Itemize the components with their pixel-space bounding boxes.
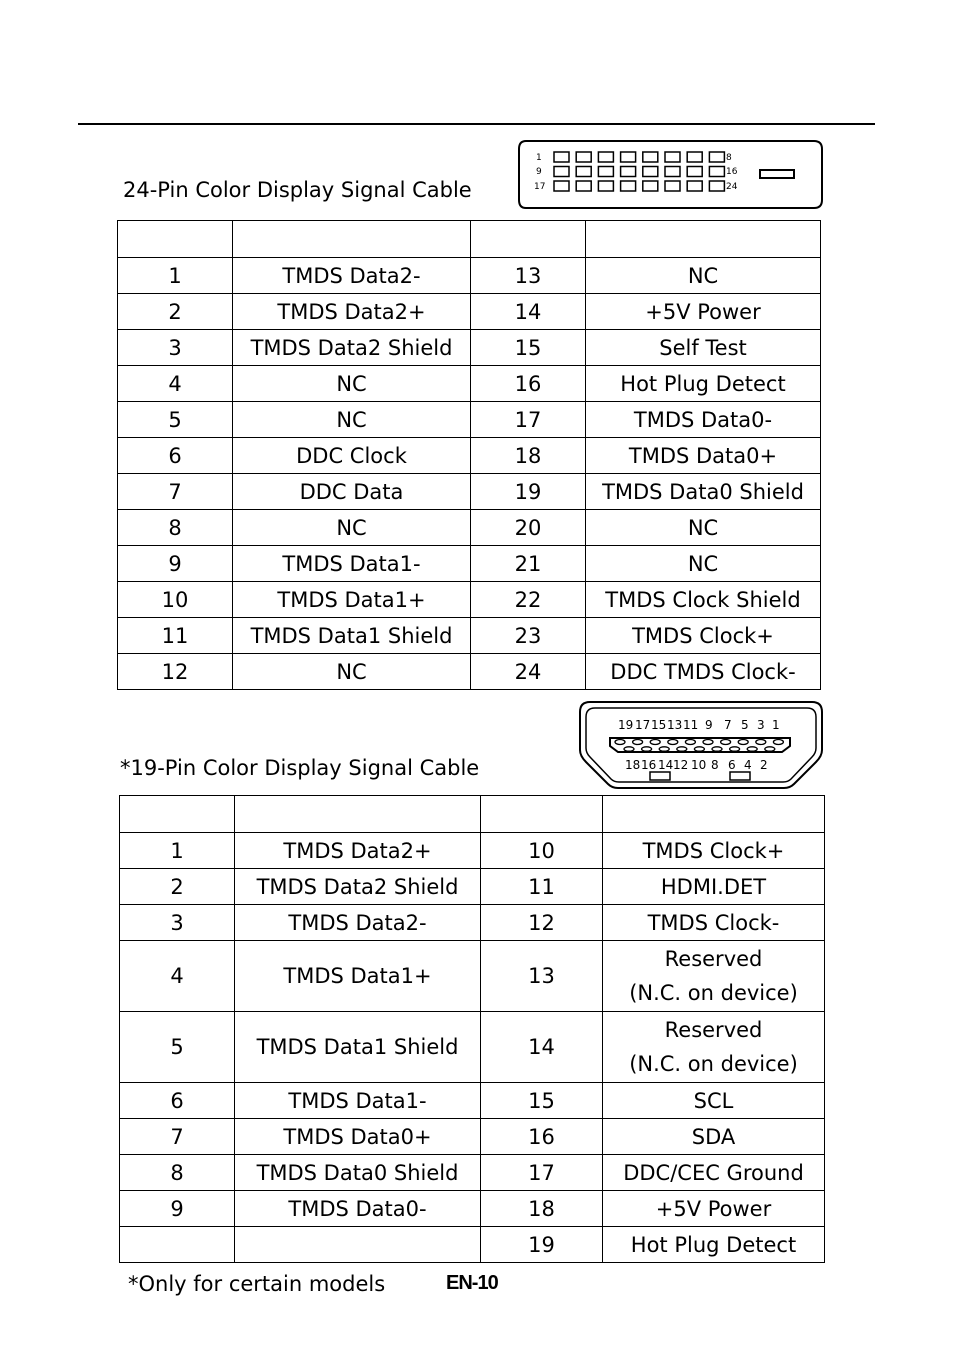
hdmi-signal-name-cell: TMDS Data0- xyxy=(235,1191,481,1227)
dvi-pin-socket xyxy=(621,152,636,162)
table-row xyxy=(118,474,821,510)
table-row xyxy=(120,1191,825,1227)
table-row xyxy=(118,402,821,438)
dvi-signal-name-cell: NC xyxy=(233,366,471,402)
hdmi-signal-name-cell: TMDS Clock+ xyxy=(603,833,825,869)
hdmi-pin-number-cell: 19 xyxy=(481,1227,603,1263)
hdmi-pin-contact xyxy=(721,740,731,745)
hdmi-signal-name-cell: DDC/CEC Ground xyxy=(603,1155,825,1191)
hdmi-pin-label: 13 xyxy=(667,718,683,732)
dvi-pin-socket xyxy=(643,181,658,191)
hdmi-signal-name-cell: TMDS Data1- xyxy=(235,1083,481,1119)
hdmi-connector-diagram xyxy=(578,700,824,792)
dvi-pin-number-cell: 22 xyxy=(471,582,586,618)
dvi-pin-number-cell: 23 xyxy=(471,618,586,654)
hdmi-pin-number-cell: 9 xyxy=(120,1191,235,1227)
dvi-signal-name-cell: +5V Power xyxy=(586,294,821,330)
hdmi-signal-name-cell: TMDS Data0+ xyxy=(235,1119,481,1155)
dvi-signal-name-cell: TMDS Data1 Shield xyxy=(233,618,471,654)
dvi-signal-name-cell: TMDS Data1+ xyxy=(233,582,471,618)
signal-name-line-2: (N.C. on device) xyxy=(629,981,798,1005)
hdmi-pin-label: 1 xyxy=(772,718,780,732)
hdmi-signal-name-cell: TMDS Data2+ xyxy=(235,833,481,869)
table-row xyxy=(120,1227,825,1263)
table-row xyxy=(120,833,825,869)
hdmi-pin-number-cell: 12 xyxy=(481,905,603,941)
dvi-pin-socket xyxy=(576,152,591,162)
dvi-pin-socket xyxy=(576,167,591,177)
dvi-pin-number-cell: 24 xyxy=(471,654,586,690)
dvi-pin-number-cell: 2 xyxy=(118,294,233,330)
dvi-pin-socket xyxy=(665,181,680,191)
dvi-signal-name-cell: NC xyxy=(233,654,471,690)
hdmi-pin-contact xyxy=(624,747,634,751)
dvi-row-label-left-1: 1 xyxy=(536,153,542,163)
dvi-pin-number-cell: 9 xyxy=(118,546,233,582)
hdmi-pin-label: 10 xyxy=(691,758,707,772)
hdmi-pin-label: 11 xyxy=(683,718,699,732)
dvi-signal-name-cell: DDC TMDS Clock- xyxy=(586,654,821,690)
dvi-signal-name-cell: NC xyxy=(586,546,821,582)
hdmi-pin-label: 18 xyxy=(625,758,641,772)
dvi-pin-number-cell: 16 xyxy=(471,366,586,402)
dvi-pin-number-cell: 17 xyxy=(471,402,586,438)
hdmi-pin-number-cell: 13 xyxy=(481,941,603,1012)
hdmi-pin-contact xyxy=(738,740,748,745)
dvi-signal-name-cell: Self Test xyxy=(586,330,821,366)
table-row xyxy=(118,654,821,690)
dvi-signal-name-cell: Hot Plug Detect xyxy=(586,366,821,402)
hdmi-pin-number-cell: 3 xyxy=(120,905,235,941)
hdmi-pin-number-cell: 14 xyxy=(481,1012,603,1083)
dvi-pin-number-cell: 4 xyxy=(118,366,233,402)
hdmi-pin-number-cell xyxy=(120,1227,235,1263)
dvi-signal-name-cell: DDC Clock xyxy=(233,438,471,474)
hdmi-pin-label: 6 xyxy=(728,758,736,772)
hdmi-signal-name-cell: TMDS Data1+ xyxy=(235,941,481,1012)
dvi-signal-name-cell: TMDS Data2- xyxy=(233,258,471,294)
dvi-pin-socket xyxy=(687,167,702,177)
table-row xyxy=(118,294,821,330)
dvi-pin-number-cell: 1 xyxy=(118,258,233,294)
dvi-pin-socket xyxy=(621,167,636,177)
hdmi-signal-name-cell: TMDS Data1 Shield xyxy=(235,1012,481,1083)
dvi-pin-number-cell: 10 xyxy=(118,582,233,618)
dvi-row-label-left-3: 17 xyxy=(534,182,546,192)
dvi-signal-name-cell: TMDS Data0 Shield xyxy=(586,474,821,510)
dvi-pin-number-cell: 19 xyxy=(471,474,586,510)
hdmi-pin-number-cell: 18 xyxy=(481,1191,603,1227)
hdmi-table-header-row xyxy=(120,796,825,833)
dvi-pin-socket xyxy=(643,167,658,177)
hdmi-pin-label: 12 xyxy=(673,758,689,772)
hdmi-signal-name-cell: HDMI.DET xyxy=(603,869,825,905)
hdmi-pin-label: 3 xyxy=(757,718,765,732)
dvi-signal-name-cell: NC xyxy=(233,510,471,546)
dvi-pin-number-cell: 14 xyxy=(471,294,586,330)
hdmi-pin-number-cell: 4 xyxy=(120,941,235,1012)
dvi-signal-name-cell: TMDS Data2 Shield xyxy=(233,330,471,366)
dvi-pin-socket xyxy=(554,181,569,191)
hdmi-caption: *19-Pin Color Display Signal Cable xyxy=(120,756,480,780)
hdmi-signal-name-cell xyxy=(603,941,825,1012)
dvi-pin-table xyxy=(117,220,821,690)
hdmi-pin-contact xyxy=(756,740,766,745)
hdmi-pin-label: 14 xyxy=(658,758,674,772)
dvi-pin-number-cell: 3 xyxy=(118,330,233,366)
dvi-signal-name-cell: TMDS Clock Shield xyxy=(586,582,821,618)
dvi-pin-socket xyxy=(709,181,724,191)
hdmi-pin-number-cell: 15 xyxy=(481,1083,603,1119)
table-row xyxy=(120,1083,825,1119)
page-number: EN-10 xyxy=(446,1272,498,1294)
dvi-pin-socket xyxy=(598,181,613,191)
dvi-pin-socket xyxy=(687,181,702,191)
hdmi-pin-label: 9 xyxy=(705,718,713,732)
hdmi-pin-number-cell: 1 xyxy=(120,833,235,869)
dvi-pin-socket xyxy=(598,167,613,177)
dvi-pin-number-cell: 8 xyxy=(118,510,233,546)
hdmi-pin-label: 5 xyxy=(741,718,749,732)
dvi-pin-number-cell: 20 xyxy=(471,510,586,546)
hdmi-pin-contact xyxy=(642,747,652,751)
hdmi-pin-label: 7 xyxy=(724,718,732,732)
dvi-pin-number-cell: 12 xyxy=(118,654,233,690)
hdmi-pin-label: 2 xyxy=(760,758,768,772)
hdmi-signal-name-cell xyxy=(603,1012,825,1083)
hdmi-pin-label: 4 xyxy=(744,758,752,772)
footnote: *Only for certain models xyxy=(128,1272,386,1296)
hdmi-pin-contact xyxy=(703,740,713,745)
dvi-pin-socket xyxy=(554,152,569,162)
dvi-pin-number-cell: 15 xyxy=(471,330,586,366)
table-row xyxy=(118,258,821,294)
signal-name-line-2: (N.C. on device) xyxy=(629,1052,798,1076)
dvi-row-label-right-2: 16 xyxy=(726,167,738,177)
hdmi-signal-name-cell: +5V Power xyxy=(603,1191,825,1227)
hdmi-pin-number-cell: 11 xyxy=(481,869,603,905)
dvi-pin-socket xyxy=(598,152,613,162)
hdmi-pin-contact xyxy=(659,747,669,751)
dvi-signal-name-cell: TMDS Clock+ xyxy=(586,618,821,654)
hdmi-pin-number-cell: 16 xyxy=(481,1119,603,1155)
dvi-signal-name-cell: NC xyxy=(586,258,821,294)
dvi-pin-number-cell: 18 xyxy=(471,438,586,474)
hdmi-signal-name-cell: Hot Plug Detect xyxy=(603,1227,825,1263)
dvi-signal-name-cell: NC xyxy=(586,510,821,546)
hdmi-pin-label: 8 xyxy=(711,758,719,772)
top-rule xyxy=(78,123,875,125)
table-row xyxy=(118,510,821,546)
hdmi-pin-contact xyxy=(615,740,625,745)
dvi-pin-socket xyxy=(709,167,724,177)
dvi-pin-socket xyxy=(554,167,569,177)
table-row xyxy=(118,618,821,654)
dvi-pin-socket xyxy=(665,152,680,162)
dvi-connector-diagram xyxy=(518,140,824,212)
dvi-signal-name-cell: TMDS Data1- xyxy=(233,546,471,582)
hdmi-pin-label: 15 xyxy=(651,718,667,732)
dvi-pin-number-cell: 21 xyxy=(471,546,586,582)
hdmi-pin-label: 16 xyxy=(641,758,657,772)
dvi-signal-name-cell: TMDS Data0- xyxy=(586,402,821,438)
table-row xyxy=(118,366,821,402)
table-row xyxy=(118,438,821,474)
hdmi-pin-contact xyxy=(668,740,678,745)
hdmi-pin-number-cell: 7 xyxy=(120,1119,235,1155)
dvi-pin-socket xyxy=(709,152,724,162)
hdmi-signal-name-cell xyxy=(235,1227,481,1263)
dvi-signal-name-cell: NC xyxy=(233,402,471,438)
table-row xyxy=(118,546,821,582)
hdmi-pin-number-cell: 6 xyxy=(120,1083,235,1119)
hdmi-signal-name-cell: TMDS Data2- xyxy=(235,905,481,941)
signal-name-line-1: Reserved xyxy=(664,1018,763,1042)
table-row xyxy=(120,905,825,941)
table-row xyxy=(120,869,825,905)
dvi-pin-socket xyxy=(576,181,591,191)
signal-name-line-1: Reserved xyxy=(664,947,763,971)
hdmi-pin-number-cell: 2 xyxy=(120,869,235,905)
hdmi-pin-contact xyxy=(677,747,687,751)
dvi-signal-name-cell: TMDS Data2+ xyxy=(233,294,471,330)
dvi-table-header-row xyxy=(118,221,821,258)
table-row xyxy=(118,330,821,366)
hdmi-pin-contact xyxy=(747,747,757,751)
hdmi-signal-name-cell: SCL xyxy=(603,1083,825,1119)
dvi-pin-socket xyxy=(687,152,702,162)
hdmi-signal-name-cell: SDA xyxy=(603,1119,825,1155)
hdmi-pin-label: 17 xyxy=(635,718,651,732)
hdmi-pin-number-cell: 8 xyxy=(120,1155,235,1191)
dvi-signal-name-cell: DDC Data xyxy=(233,474,471,510)
hdmi-pin-contact xyxy=(730,747,740,751)
dvi-pin-number-cell: 11 xyxy=(118,618,233,654)
dvi-pin-number-cell: 6 xyxy=(118,438,233,474)
dvi-pin-number-cell: 7 xyxy=(118,474,233,510)
dvi-flat-blade xyxy=(760,170,794,178)
hdmi-pin-label: 19 xyxy=(618,718,634,732)
hdmi-pin-contact xyxy=(712,747,722,751)
hdmi-pin-table xyxy=(119,795,825,1263)
hdmi-pin-contact xyxy=(633,740,643,745)
hdmi-pin-contact xyxy=(685,740,695,745)
dvi-row-label-right-3: 24 xyxy=(726,182,738,192)
hdmi-signal-name-cell: TMDS Data2 Shield xyxy=(235,869,481,905)
hdmi-pin-number-cell: 5 xyxy=(120,1012,235,1083)
hdmi-pin-contact xyxy=(773,740,783,745)
dvi-pin-socket xyxy=(665,167,680,177)
dvi-caption: 24-Pin Color Display Signal Cable xyxy=(123,178,472,202)
hdmi-signal-name-cell: TMDS Data0 Shield xyxy=(235,1155,481,1191)
dvi-pin-socket xyxy=(643,152,658,162)
dvi-row-label-left-2: 9 xyxy=(536,167,542,177)
hdmi-pin-number-cell: 17 xyxy=(481,1155,603,1191)
dvi-pin-number-cell: 13 xyxy=(471,258,586,294)
table-row xyxy=(120,1119,825,1155)
dvi-row-label-right-1: 8 xyxy=(726,153,732,163)
dvi-signal-name-cell: TMDS Data0+ xyxy=(586,438,821,474)
table-row xyxy=(120,1155,825,1191)
hdmi-pin-contact xyxy=(694,747,704,751)
table-row xyxy=(120,941,825,1012)
hdmi-pin-number-cell: 10 xyxy=(481,833,603,869)
hdmi-pin-contact xyxy=(765,747,775,751)
dvi-pin-number-cell: 5 xyxy=(118,402,233,438)
hdmi-signal-name-cell: TMDS Clock- xyxy=(603,905,825,941)
dvi-pin-socket xyxy=(621,181,636,191)
table-row xyxy=(120,1012,825,1083)
table-row xyxy=(118,582,821,618)
hdmi-pin-contact xyxy=(650,740,660,745)
